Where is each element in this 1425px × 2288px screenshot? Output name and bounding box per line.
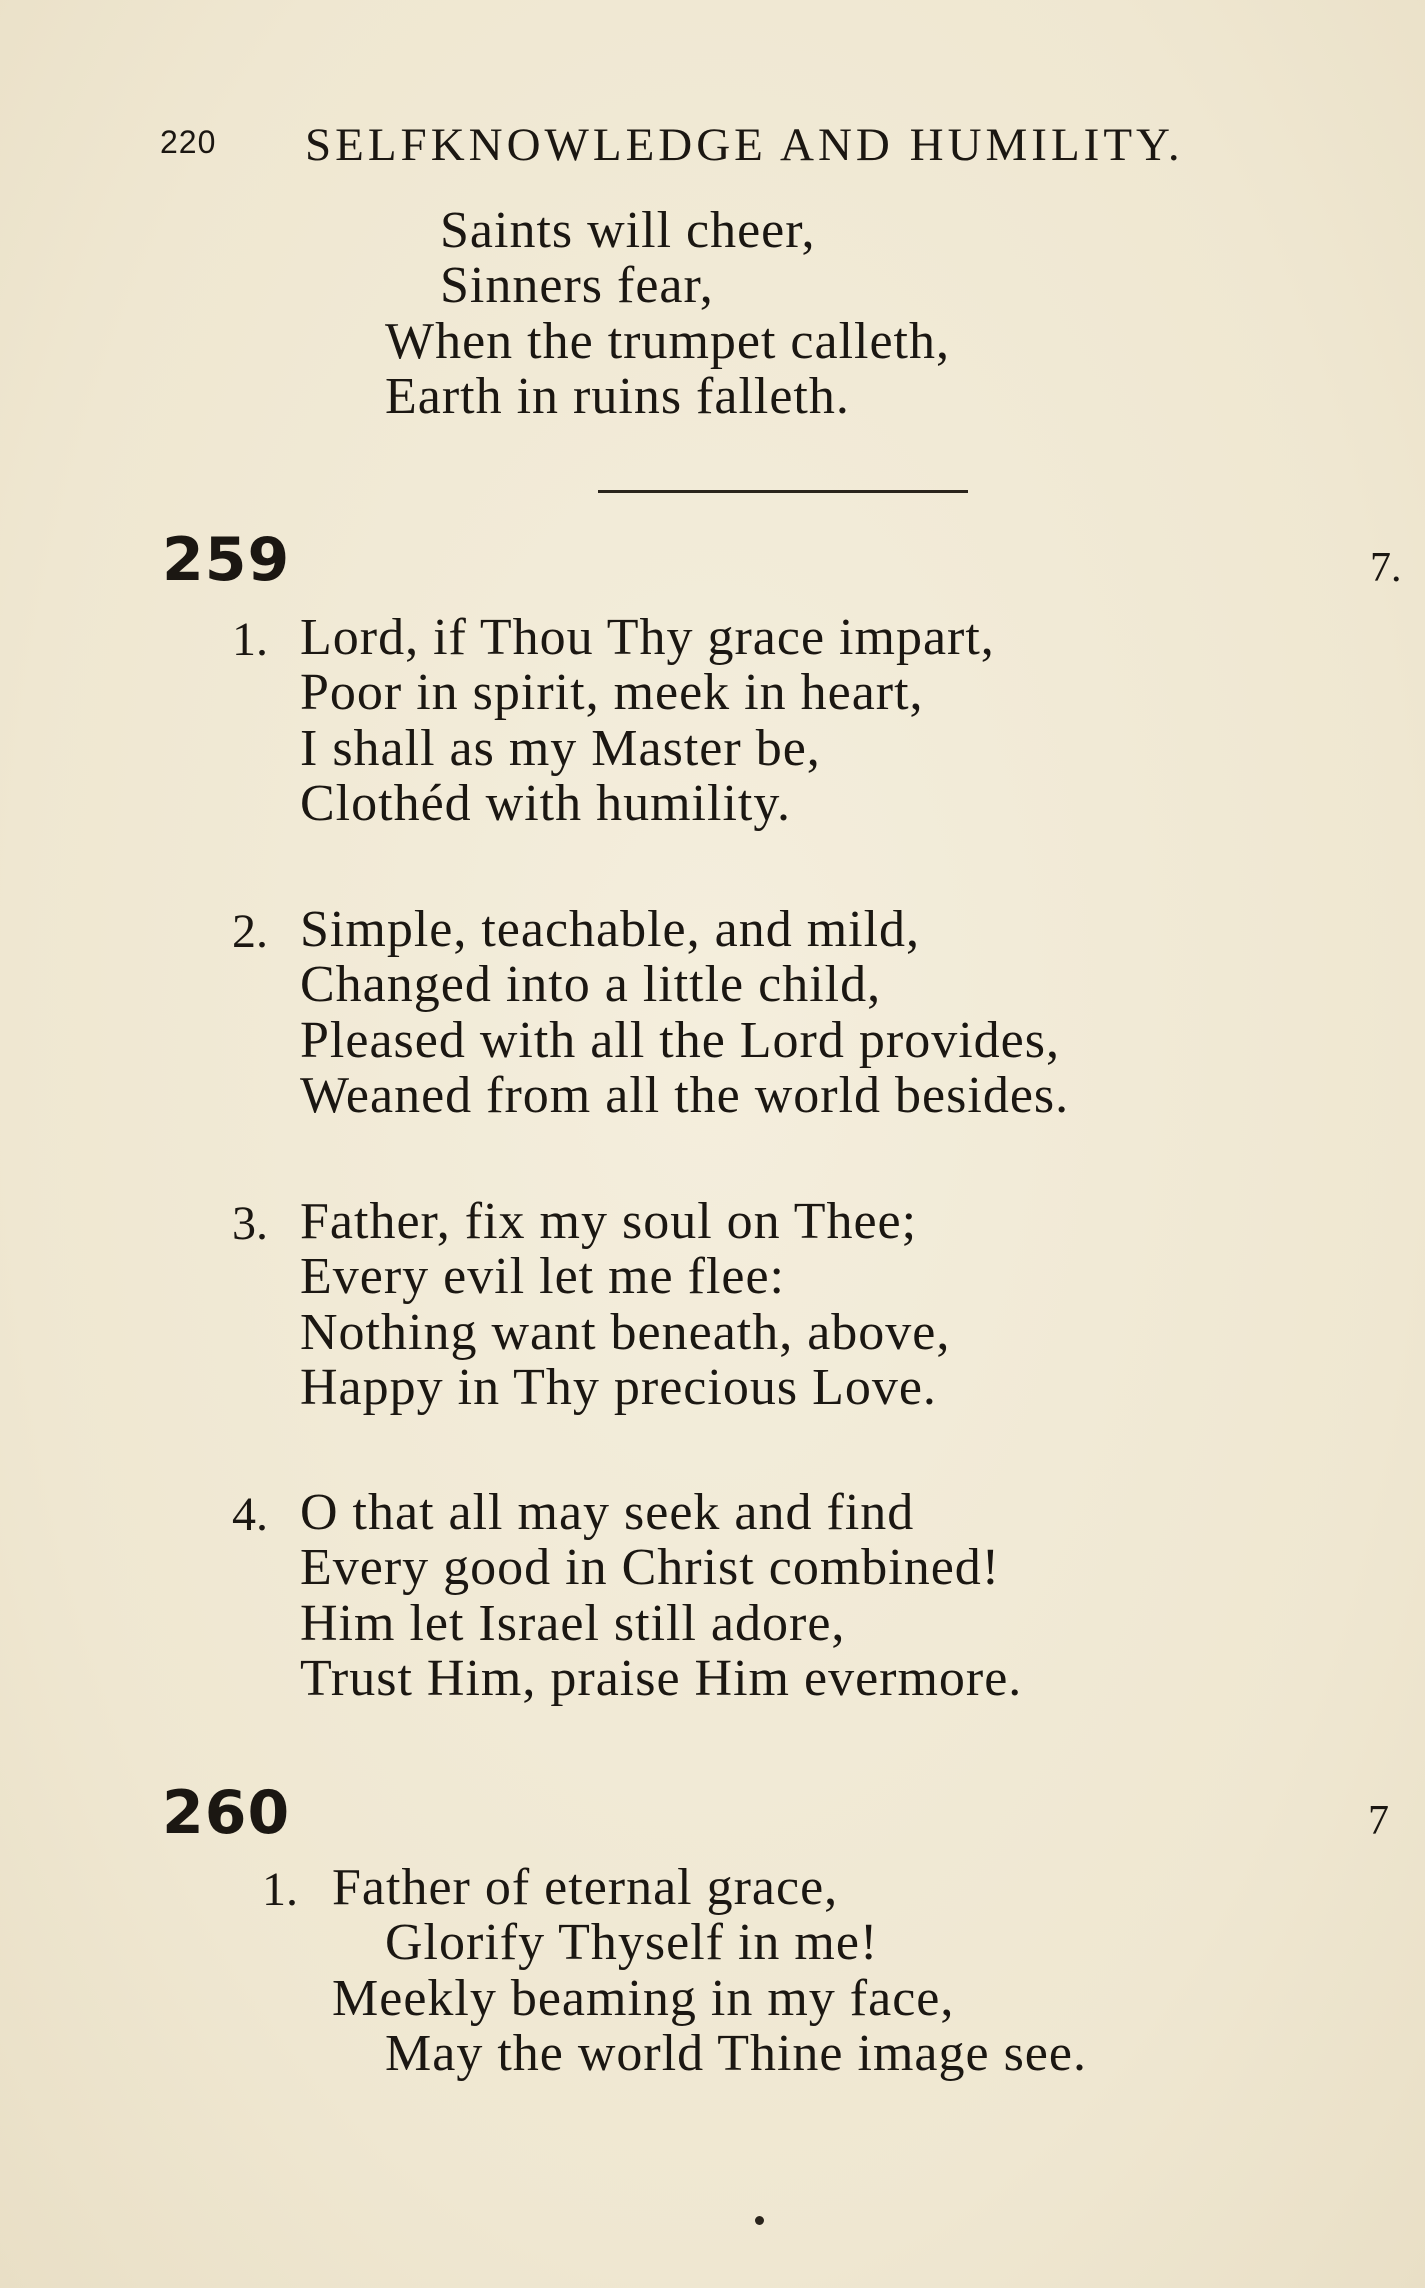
verse-line: Earth in ruins falleth. — [385, 368, 850, 425]
hymn-meter: 7 — [1368, 1798, 1389, 1844]
running-title: SELFKNOWLEDGE AND HUMILITY. — [305, 119, 1184, 171]
verse-line: I shall as my Master be, — [300, 720, 821, 777]
verse-line: May the world Thine image see. — [385, 2025, 1087, 2082]
verse-number: 4. — [232, 1488, 268, 1541]
verse-line: Nothing want beneath, above, — [300, 1304, 951, 1361]
hymn-number: 260 — [162, 1778, 291, 1848]
verse-line: Every good in Christ combined! — [300, 1539, 1001, 1596]
hymn-number: 259 — [162, 525, 291, 595]
verse-line: Clothéd with humility. — [300, 775, 791, 832]
verse-line: Glorify Thyself in me! — [385, 1914, 879, 1971]
verse-line: Him let Israel still adore, — [300, 1595, 846, 1652]
verse-line: O that all may seek and find — [300, 1484, 915, 1541]
verse-line: Changed into a little child, — [300, 956, 882, 1013]
verse-line: Lord, if Thou Thy grace impart, — [300, 609, 995, 666]
verse-line: Simple, teachable, and mild, — [300, 901, 921, 958]
verse-line: Trust Him, praise Him evermore. — [300, 1650, 1023, 1707]
ink-speck — [755, 2216, 764, 2225]
hymn-meter: 7. — [1370, 545, 1402, 591]
verse-line: Every evil let me flee: — [300, 1248, 786, 1305]
page-header — [160, 118, 1260, 171]
verse-line: Poor in spirit, meek in heart, — [300, 664, 924, 721]
verse-line: Happy in Thy precious Love. — [300, 1359, 937, 1416]
verse-number: 1. — [262, 1863, 298, 1916]
verse-line: Father, fix my soul on Thee; — [300, 1193, 918, 1250]
verse-line: When the trumpet calleth, — [385, 313, 951, 370]
verse-number: 1. — [232, 613, 268, 666]
verse-line: Saints will cheer, — [440, 202, 816, 259]
section-divider — [598, 490, 968, 493]
verse-number: 2. — [232, 905, 268, 958]
verse-number: 3. — [232, 1197, 268, 1250]
page-number: 220 — [160, 124, 217, 160]
verse-line: Sinners fear, — [440, 257, 714, 314]
verse-line: Meekly beaming in my face, — [332, 1970, 955, 2027]
verse-line: Father of eternal grace, — [332, 1859, 839, 1916]
verse-line: Pleased with all the Lord provides, — [300, 1012, 1060, 1069]
verse-line: Weaned from all the world besides. — [300, 1067, 1070, 1124]
